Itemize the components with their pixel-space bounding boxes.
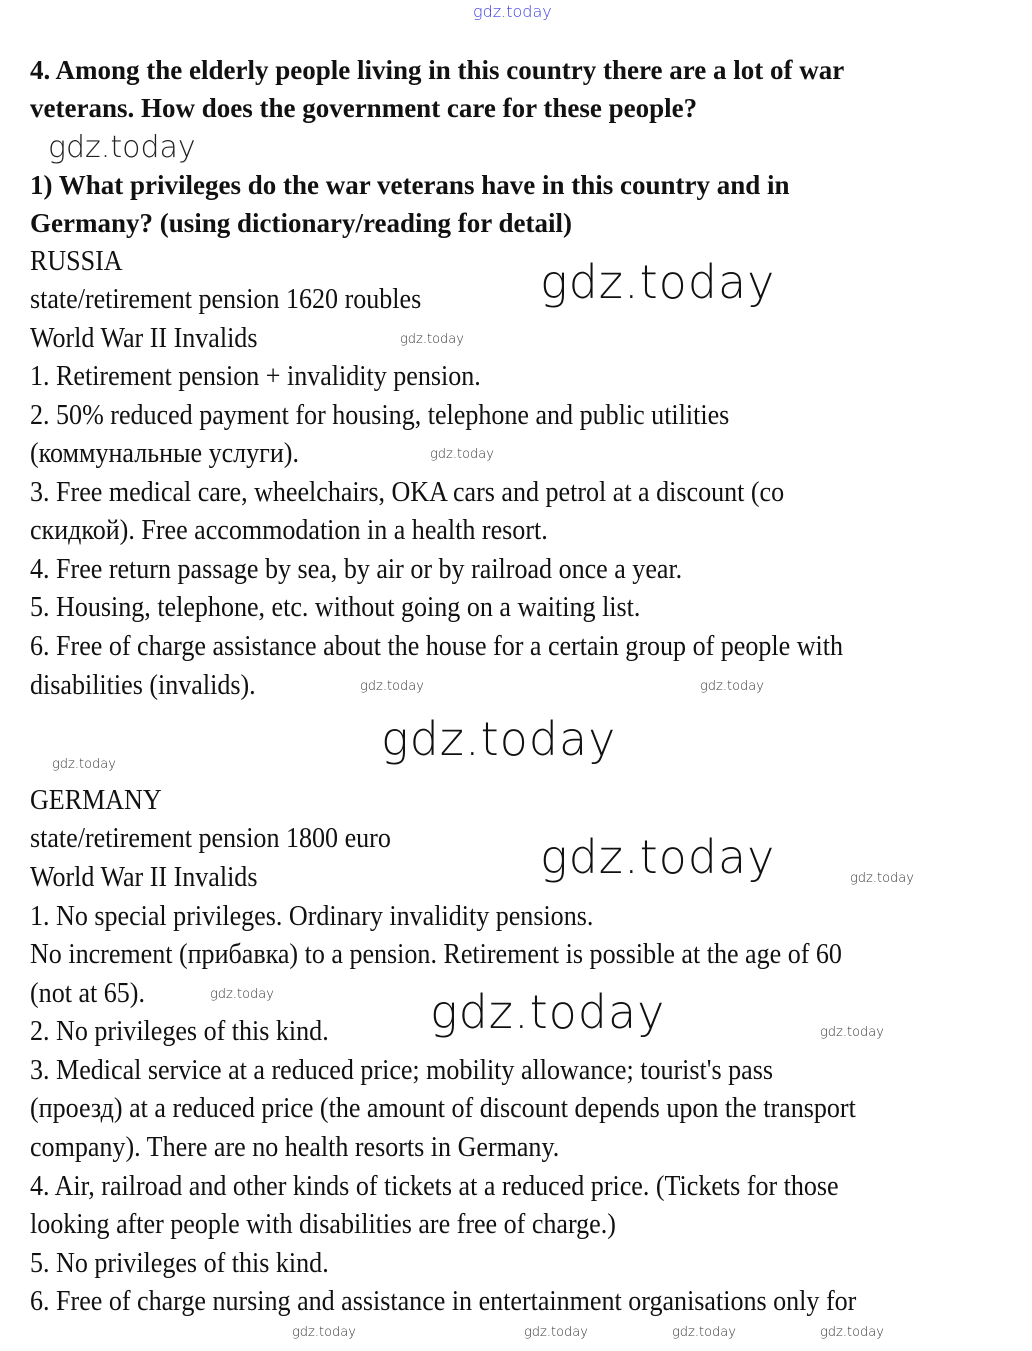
russia-line: 3. Free medical care, wheelchairs, OKA cars and petrol at a discount (co bbox=[30, 477, 785, 508]
watermark: gdz.today bbox=[540, 830, 776, 884]
germany-heading: GERMANY bbox=[30, 785, 162, 816]
watermark: gdz.today bbox=[540, 255, 776, 309]
russia-heading: RUSSIA bbox=[30, 246, 123, 277]
russia-line: скидкой). Free accommodation in a health resort. bbox=[30, 515, 548, 546]
germany-line: 1. No special privileges. Ordinary invalidity pensions. bbox=[30, 901, 594, 932]
germany-line: (not at 65). bbox=[30, 978, 145, 1009]
germany-line: state/retirement pension 1800 euro bbox=[30, 823, 391, 854]
subquestion-line: 1) What privileges do the war veterans have in this country and in bbox=[30, 170, 790, 200]
watermark: gdz.today bbox=[430, 985, 666, 1039]
germany-line: 5. No privileges of this kind. bbox=[30, 1248, 329, 1279]
watermark: gdz.today bbox=[48, 130, 196, 165]
russia-line: 2. 50% reduced payment for housing, telephone and public utilities bbox=[30, 400, 730, 431]
watermark: gdz.today bbox=[700, 679, 764, 694]
russia-line: disabilities (invalids). bbox=[30, 670, 256, 701]
watermark: gdz.today bbox=[430, 447, 494, 462]
russia-line: 1. Retirement pension + invalidity pension. bbox=[30, 361, 481, 392]
germany-line: World War II Invalids bbox=[30, 862, 258, 893]
watermark: gdz.today bbox=[360, 679, 424, 694]
germany-line: No increment (прибавка) to a pension. Retirement is possible at the age of 60 bbox=[30, 939, 842, 970]
watermark: gdz.today bbox=[672, 1325, 736, 1340]
watermark: gdz.today bbox=[210, 987, 274, 1002]
watermark: gdz.today bbox=[820, 1025, 884, 1040]
germany-line: 3. Medical service at a reduced price; mobility allowance; tourist's pass bbox=[30, 1055, 773, 1086]
germany-line: 2. No privileges of this kind. bbox=[30, 1016, 329, 1047]
russia-line: World War II Invalids bbox=[30, 323, 258, 354]
subquestion-line: Germany? (using dictionary/reading for detail) bbox=[30, 208, 572, 238]
germany-line: looking after people with disabilities are free of charge.) bbox=[30, 1209, 616, 1240]
watermark: gdz.today bbox=[850, 871, 914, 886]
watermark: gdz.today bbox=[400, 332, 464, 347]
germany-line: 6. Free of charge nursing and assistance in entertainment organisations only for bbox=[30, 1286, 857, 1317]
watermark: gdz.today bbox=[52, 757, 116, 772]
russia-line: 5. Housing, telephone, etc. without going on a waiting list. bbox=[30, 592, 641, 623]
question-line: veterans. How does the government care for these people? bbox=[30, 93, 698, 123]
russia-line: 4. Free return passage by sea, by air or by railroad once a year. bbox=[30, 554, 683, 585]
russia-line: (коммунальные услуги). bbox=[30, 438, 299, 469]
germany-line: 4. Air, railroad and other kinds of tickets at a reduced price. (Tickets for those bbox=[30, 1171, 839, 1202]
watermark: gdz.today bbox=[292, 1325, 356, 1340]
russia-line: 6. Free of charge assistance about the house for a certain group of people with bbox=[30, 631, 843, 662]
russia-line: state/retirement pension 1620 roubles bbox=[30, 284, 422, 315]
watermark: gdz.today bbox=[381, 712, 617, 766]
watermark-top: gdz.today bbox=[473, 2, 552, 21]
watermark: gdz.today bbox=[524, 1325, 588, 1340]
question-line: 4. Among the elderly people living in this country there are a lot of war bbox=[30, 55, 845, 85]
germany-line: (проезд) at a reduced price (the amount of discount depends upon the transport bbox=[30, 1093, 856, 1124]
watermark: gdz.today bbox=[820, 1325, 884, 1340]
germany-line: company). There are no health resorts in Germany. bbox=[30, 1132, 560, 1163]
